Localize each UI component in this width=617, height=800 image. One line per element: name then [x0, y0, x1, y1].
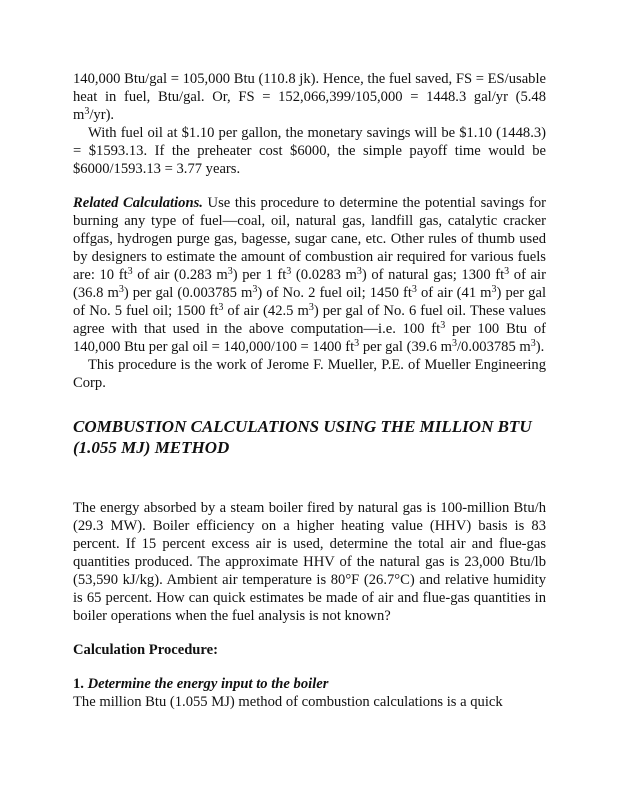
related-calculations-lead: Related Calculations.: [73, 195, 203, 211]
paragraph-related-calculations: [73, 194, 546, 356]
step-1-heading: [73, 675, 546, 693]
step-1-number: 1.: [73, 676, 84, 692]
related-calculations-body: Use this procedure to determine the potential savings for burning any type of fuel—coal, oil, natural gas, landfill gas, catalytic cracker offgas, hydrogen purge gas, bagesse, sugar cane, etc. Other rules of thumb used by designers to estimate the amount of combustion air required for various fuels are: 10 $ft^3$ of air (0.283 $m^3$) per 1 $ft^3$ (0.0283 $m^3$) of natural gas; 1300 $ft^3$ of air (36.8 $m^3$) per gal (0.003785 $m^3$) of No. 2 fuel oil; 1450 $ft^3$ of air (41 $m^3$) per gal of No. 5 fuel oil; 1500 $ft^3$ of air (42.5 $m^3$) per gal of No. 6 fuel oil. These values agree with that used in the above computation—i.e. 100 $ft^3$ per 100 Btu of 140,000 Btu per gal oil = 140,000/100 = 1400 $ft^3$ per gal (39.6 $m^3/0.003785$ $m^3$).: [73, 195, 547, 355]
step-1-title: Determine the energy input to the boiler: [87, 676, 329, 692]
paragraph-monetary-savings: With fuel oil at $1.10 per gallon, the monetary savings will be $1.10 (1448.3) = $1593.13. If the preheater cost $6000, the simple payoff time would be $6000/1593.13 = 3.77 years.: [73, 125, 546, 177]
paragraph-fuel-saved: 140,000 Btu/gal = 105,000 Btu (110.8 jk). Hence, the fuel saved, FS = ES/usable heat in fuel, Btu/gal. Or, FS = 152,066,399/105,000 = 1448.3 gal/yr (5.48 $m^3/yr$).: [73, 71, 546, 123]
document-page: [73, 70, 546, 711]
section-heading: COMBUSTION CALCULATIONS USING THE MILLION BTU (1.055 MJ) METHOD: [73, 417, 532, 457]
calculation-procedure-heading: Calculation Procedure:: [73, 642, 218, 658]
step-1-text: The million Btu (1.055 MJ) method of combustion calculations is a quick: [73, 694, 503, 710]
paragraph-problem-statement: The energy absorbed by a steam boiler fired by natural gas is 100-million Btu/h (29.3 MW). Boiler efficiency on a higher heating value (HHV) basis is 83 percent. If 15 percent excess air is used, determine the total air and flue-gas quantities produced. The approximate HHV of the natural gas is 23,000 Btu/lb (53,590 kJ/kg). Ambient air temperature is 80°F (26.7°C) and relative humidity is 65 percent. How can quick estimates be made of air and flue-gas quantities in boiler operations when the fuel analysis is not known?: [73, 500, 546, 624]
paragraph-credit: This procedure is the work of Jerome F. Mueller, P.E. of Mueller Engineering Corp.: [73, 357, 546, 391]
